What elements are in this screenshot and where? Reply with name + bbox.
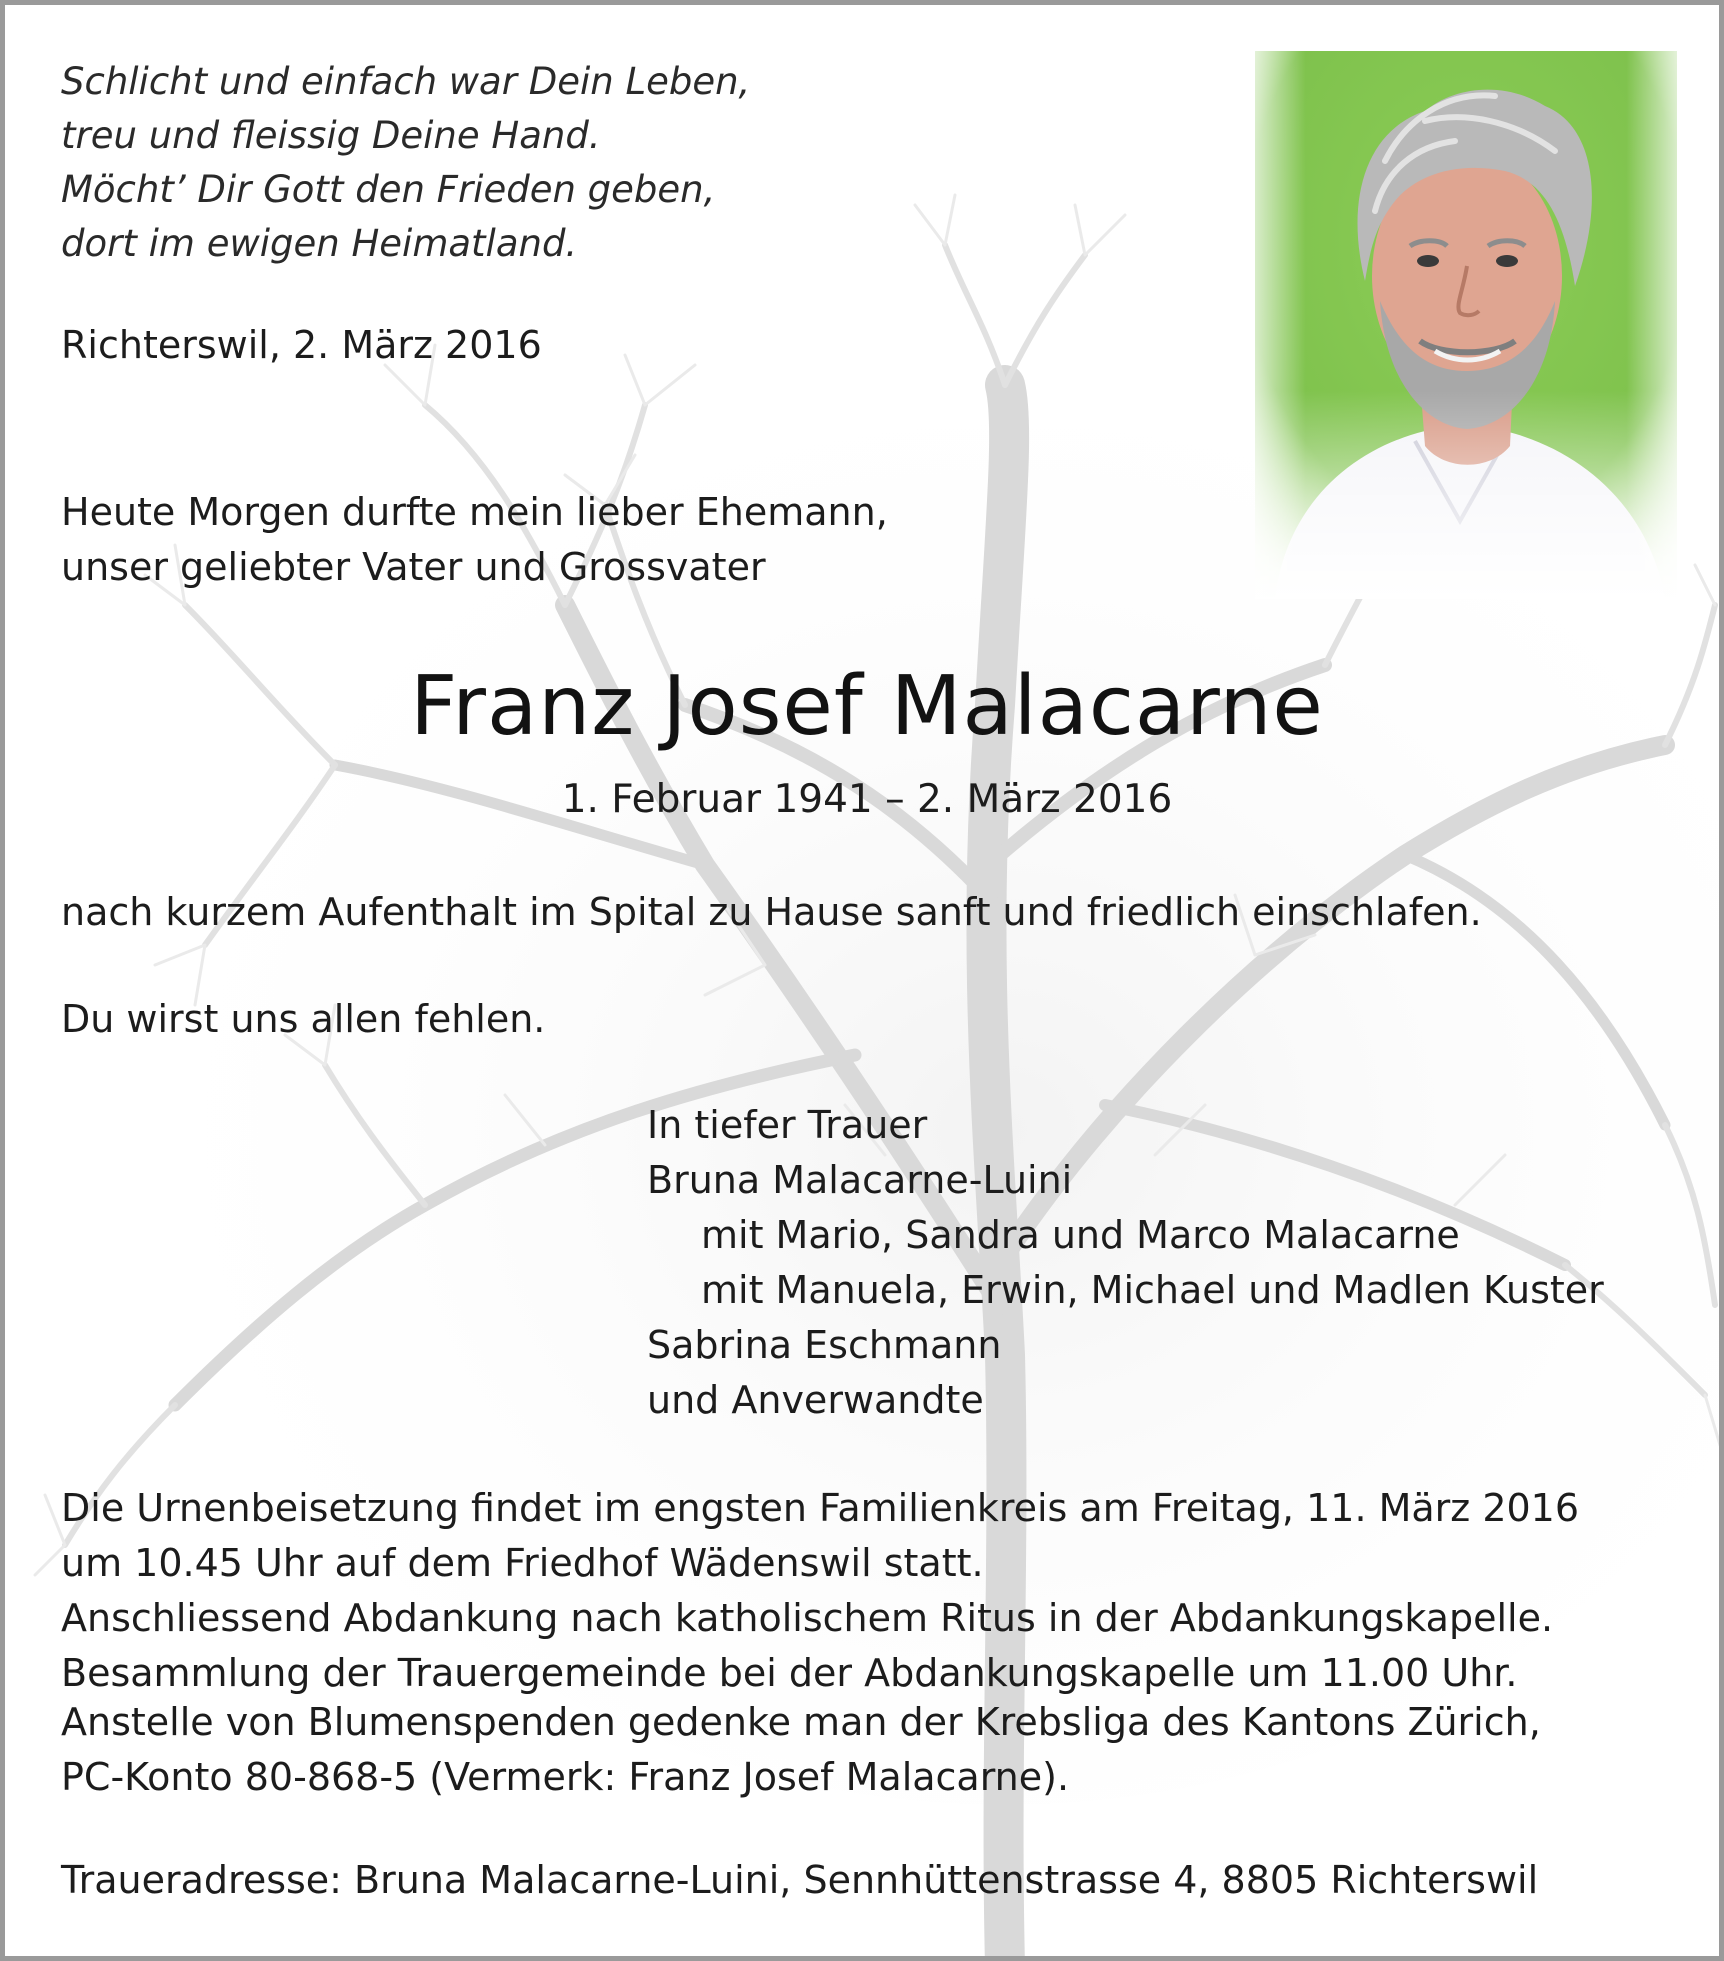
mourning-address: Traueradresse: Bruna Malacarne-Luini, Sennhüttenstrasse 4, 8805 Richterswil	[61, 1858, 1539, 1902]
poem-line: treu und fleissig Deine Hand.	[61, 114, 601, 157]
donation-line: Anstelle von Blumenspenden gedenke man der Krebsliga des Kantons Zürich,	[61, 1700, 1541, 1744]
deceased-name: Franz Josef Malacarne	[410, 659, 1324, 754]
ceremony-line: Besammlung der Trauergemeinde bei der Abdankungskapelle um 11.00 Uhr.	[61, 1651, 1518, 1695]
place-and-date: Richterswil, 2. März 2016	[61, 323, 542, 367]
life-dates: 1. Februar 1941 – 2. März 2016	[561, 777, 1173, 822]
mourner-name: Bruna Malacarne-Luini	[647, 1158, 1073, 1202]
announcement-intro	[61, 485, 888, 595]
mourner-name: mit Mario, Sandra und Marco Malacarne	[701, 1213, 1460, 1257]
portrait-photo	[1255, 51, 1677, 599]
donation-request	[61, 1695, 1541, 1805]
mourner-name: mit Manuela, Erwin, Michael und Madlen Kuster	[701, 1268, 1604, 1312]
ceremony-line: um 10.45 Uhr auf dem Friedhof Wädenswil statt.	[61, 1541, 984, 1585]
ceremony-details	[61, 1481, 1579, 1701]
memorial-poem	[61, 55, 750, 271]
poem-line: dort im ewigen Heimatland.	[61, 222, 578, 265]
farewell-statement: Du wirst uns allen fehlen.	[61, 997, 546, 1041]
passing-statement: nach kurzem Aufenthalt im Spital zu Hause sanft und friedlich einschlafen.	[61, 890, 1482, 934]
donation-line: PC-Konto 80-868-5 (Vermerk: Franz Josef Malacarne).	[61, 1755, 1070, 1799]
mourner-name: Sabrina Eschmann	[647, 1323, 1002, 1367]
mourner-name: und Anverwandte	[647, 1378, 984, 1422]
poem-line: Schlicht und einfach war Dein Leben,	[61, 60, 751, 103]
mourners-heading: In tiefer Trauer	[647, 1103, 928, 1147]
intro-line: Heute Morgen durfte mein lieber Ehemann,	[61, 490, 888, 534]
mourners-list	[647, 1098, 1604, 1428]
intro-line: unser geliebter Vater und Grossvater	[61, 545, 766, 589]
ceremony-line: Die Urnenbeisetzung findet im engsten Familienkreis am Freitag, 11. März 2016	[61, 1486, 1580, 1530]
ceremony-line: Anschliessend Abdankung nach katholischem Ritus in der Abdankungskapelle.	[61, 1596, 1554, 1640]
poem-line: Möcht’ Dir Gott den Frieden geben,	[61, 168, 716, 211]
